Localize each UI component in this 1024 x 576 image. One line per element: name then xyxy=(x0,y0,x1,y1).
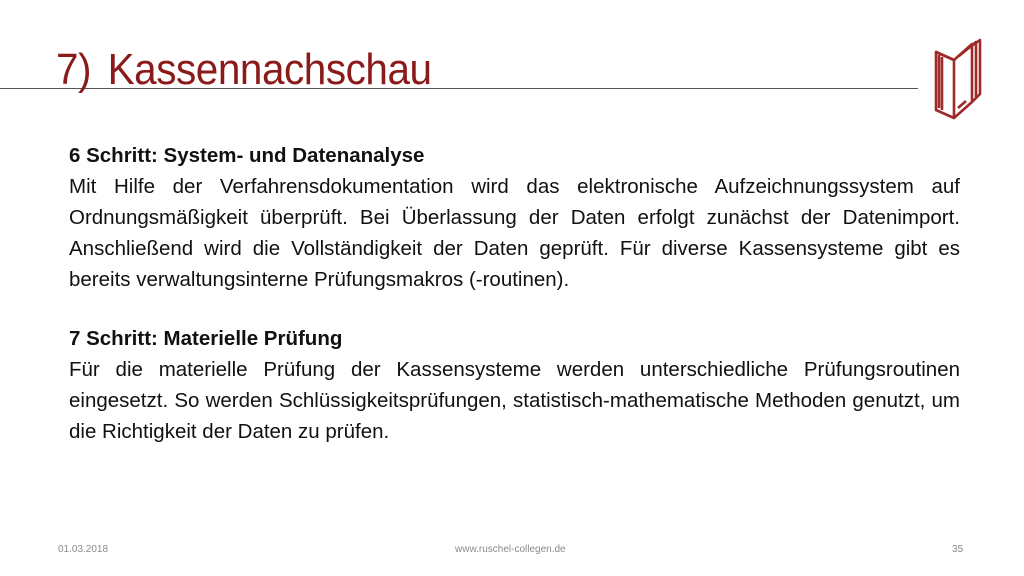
section-heading-6: 6 Schritt: System- und Datenanalyse xyxy=(69,144,425,167)
section-body-7: Für die materielle Prüfung der Kassensysteme werden unterschiedliche Prüfungsroutinen eingesetzt. So werden Schlüssigkeitsprüfungen, statistisch-mathematische Methoden genutzt, um die Richtigkeit der Daten zu prüfen. xyxy=(69,358,960,443)
section-body-6: Mit Hilfe der Verfahrensdokumentation wird das elektronische Aufzeichnungssystem auf Ordnungsmäßigkeit überprüft. Bei Überlassung der Daten erfolgt zunächst der Datenimport. Anschließend wird die Vollständigkeit der Daten geprüft. Für diverse Kassensysteme gibt es bereits verwaltungsinterne Prüfungsmakros (-routinen). xyxy=(69,175,960,291)
footer-url: www.ruschel-collegen.de xyxy=(455,544,566,555)
slide-content xyxy=(69,140,960,447)
book-stack-logo-icon xyxy=(928,38,984,120)
slide-title-text: Kassennachschau xyxy=(107,45,432,94)
footer-date: 01.03.2018 xyxy=(58,544,109,555)
footer-page-number: 35 xyxy=(952,544,964,555)
section-heading-7: 7 Schritt: Materielle Prüfung xyxy=(69,327,343,350)
slide-title-number: 7) xyxy=(56,45,92,94)
slide-title xyxy=(56,44,432,96)
